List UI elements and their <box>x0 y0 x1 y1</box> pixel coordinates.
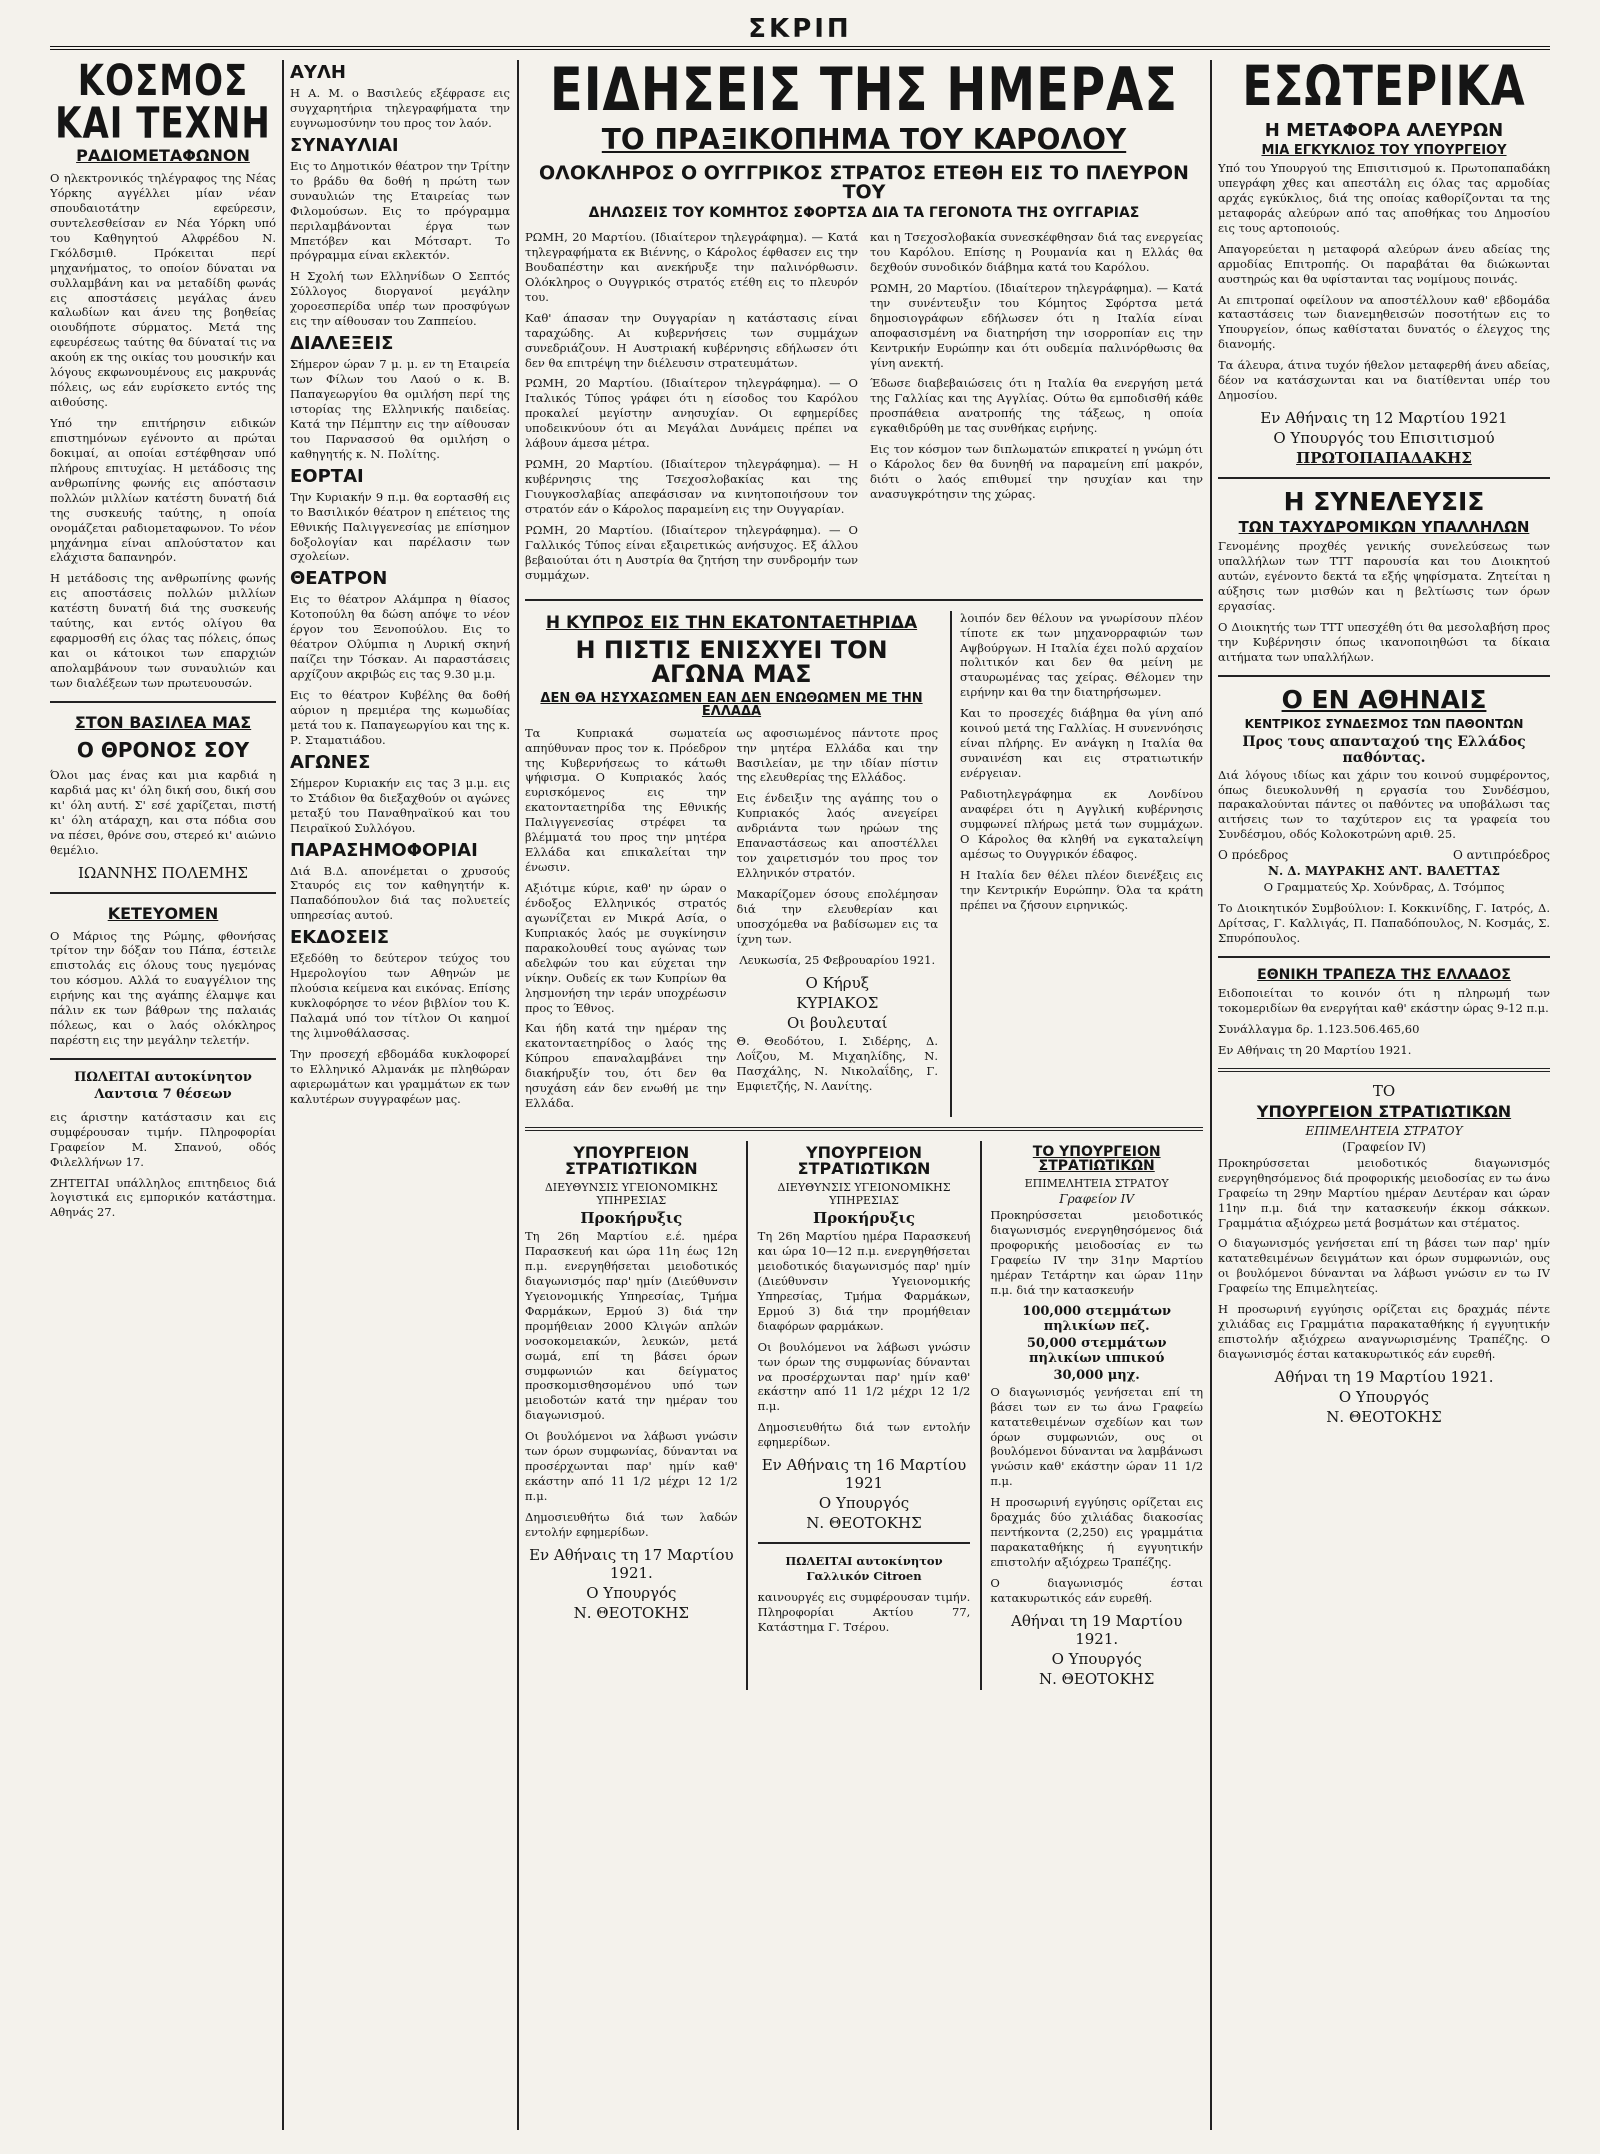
athens-to: Προς τους απανταχού της Ελλάδος παθόντας. <box>1242 733 1526 766</box>
feasts-text: Την Κυριακήν 9 π.μ. θα εορτασθή εις το Βασιλικόν θέατρον η επέτειος της Εθνικής Παλιγγενεσίας με επίσημον δοξολογίαν και παρέλασιν των σχολείων. <box>290 489 510 564</box>
section-title-domestic: ΕΣΩΤΕΡΙΚΑ <box>1242 60 1526 119</box>
king-signature: ΙΩΑΝΝΗΣ ΠΟΛΕΜΗΣ <box>77 863 249 882</box>
notice-4-title: ΥΠΟΥΡΓΕΙΟΝ ΣΤΡΑΤΙΩΤΙΚΩΝ <box>1256 1101 1512 1121</box>
radio-text-2: Υπό την επιτήρησιν ειδικών επιστημόνων εγένοντο αι πρώται δοκιμαί, αι οποίαι εστέφθησαν υπό πλήρους επιτυχίας. Η μετάδοσις της ανθρωπίνης φωνής εις απόστασιν πολλών μιλλίων κατέστη δυνατή διά της συσκευής ταύτης, η οποία ονομάζεται ραδιομεταφωνον. Το νέον μηχάνημα είναι απλούστατον και ελάχιστα δαπανηρόν. <box>50 416 276 565</box>
radio-heading: ΡΑΔΙΟΜΕΤΑΦΩΝΟΝ <box>76 146 250 165</box>
notice-4-text-2: Ο διαγωνισμός γενήσεται επί τη βάσει των παρ' ημίν κατατεθειμένων δειγμάτων και όρων συμφωνιών, ους οι βουλόμενοι δύνανται να λάβωσι γνώσιν εν τω IV Γραφείω της Επιμελητείας. <box>1218 1236 1550 1296</box>
notice-3-office: Γραφείον IV <box>1059 1192 1135 1207</box>
athens-board: Το Διοικητικόν Συμβούλιον: Ι. Κοκκινίδης, Γ. Ιατρός, Δ. Δρίτσας, Γ. Καλλιγάς, Π. Παπαδόπουλος, Ν. Κοσμάς, Σ. Σπυρόπουλος. <box>1218 901 1550 946</box>
headline-sub-1: ΟΛΟΚΛΗΡΟΣ Ο ΟΥΓΓΡΙΚΟΣ ΣΤΡΑΤΟΣ ΕΤΕΘΗ ΕΙΣ ΤΟ ΠΛΕΥΡΟΝ ΤΟΥ <box>539 162 1189 203</box>
notice-3-title: ΤΟ ΥΠΟΥΡΓΕΙΟΝ ΣΤΡΑΤΙΩΤΙΚΩΝ <box>1032 1144 1161 1175</box>
section-title-kosmos: ΚΟΣΜΟΣ ΚΑΙ ΤΕΧΝΗ <box>55 60 271 149</box>
cyprus-columns <box>525 726 938 1117</box>
story-m: Η Ιταλία δεν θέλει πλέον διενέξεις εις την Κεντρικήν Ευρώπην. Όλα τα κράτη πρέπει να ζήσουν ειρηνικώς. <box>960 867 1203 912</box>
flour-subheading: ΜΙΑ ΕΓΚΥΚΛΙΟΣ ΤΟΥ ΥΠΟΥΡΓΕΙΟΥ <box>1261 143 1507 158</box>
flour-text-4: Τα άλευρα, άτινα τυχόν ήθελον μεταφερθή άνευ αδείας, δέον να κατάσχωνται και να διατίθενται υπέρ του Δημοσίου. <box>1218 358 1550 403</box>
flour-text: Υπό του Υπουργού της Επισιτισμού κ. Πρωτοπαπαδάκη υπεγράφη χθες και απεστάλη εις όλας τας αρμοδίας αρχάς εγκύκλιος, διά της οποίας καθορίζονται τα της μεταφοράς αλεύρων από τας αποθήκας του Δημοσίου εις τους αρτοποιούς. <box>1218 161 1550 235</box>
notice-1-kind: Προκήρυξις <box>580 1209 683 1228</box>
notice-3-date: Αθήναι τη 19 Μαρτίου 1921. <box>1011 1611 1183 1648</box>
column-rule <box>517 60 519 2130</box>
athens-secretary: Ο Γραμματεύς Χρ. Χούνδρας, Δ. Τσόμπος <box>1263 880 1505 895</box>
headline-sub-2: ΔΗΛΩΣΕΙΣ ΤΟΥ ΚΟΜΗΤΟΣ ΣΦΟΡΤΣΑ ΔΙΑ ΤΑ ΓΕΓΟΝΟΤΑ ΤΗΣ ΟΥΓΓΑΡΙΑΣ <box>588 205 1140 221</box>
flour-text-2: Απαγορεύεται η μεταφορά αλεύρων άνευ αδείας της αρμοδίας Επιτροπής. Οι παραβάται θα διώκωνται αυστηρώς και θα υφίστανται τας νομίμους ποινάς. <box>1218 241 1550 286</box>
notice-1-date: Εν Αθήναις τη 17 Μαρτίου 1921. <box>529 1545 734 1582</box>
cyprus-heading-2: Η ΠΙΣΤΙΣ ΕΝΙΣΧΥΕΙ ΤΟΝ ΑΓΩΝΑ ΜΑΣ <box>575 635 888 688</box>
column-rule <box>282 60 284 2130</box>
notice-2-kind: Προκήρυξις <box>813 1209 915 1228</box>
notice-2-text: Τη 26η Μαρτίου ημέρα Παρασκευή και ώρα 10—12 π.μ. ενεργηθήσεται μειοδοτικός διαγωνισμός παρ' ημίν (Διεύθυνσιν Υγειονομικής Υπηρεσίας, Τμήμα Φαρμάκων, Ερμού 3) διά την προμήθειαν διαφόρων φαρμάκων. <box>757 1229 971 1333</box>
story-j: λοιπόν δεν θέλουν να γνωρίσουν πλέον τίποτε εκ των μηχανορραφιών των Αψβούργων. Η Ιταλία έχει πολύ αρχαίον πολιτικόν και δεν θα μείνη με σταυρωμένας τας χείρας. Θέλομεν την ειρήνην και θα την διατηρήσωμεν. <box>960 610 1203 700</box>
section-title-news: ΕΙΔΗΣΕΙΣ ΤΗΣ ΗΜΕΡΑΣ <box>549 60 1179 125</box>
athens-text: Διά λόγους ιδίως και χάριν του κοινού συμφέροντος, όπως διευκολυνθή η εργασία του Συνδέσμου, παρακαλούνται πάντες οι παθόντες να υποβάλωσι τας αιτήσεις των το ταχύτερον εις τα γραφεία του Συνδέσμου, οδός Κολοκοτρώνη αριθ. 25. <box>1218 767 1550 842</box>
ad-citroen-text: καινουργές εις συμφέρουσαν τιμήν. Πληροφορίαι Ακτίου 77, Κατάστημα Γ. Τσέρου. <box>757 1590 971 1634</box>
notice-3-qty-3: 30,000 μηχ. <box>1053 1367 1140 1383</box>
cyprus-date: Λευκωσία, 25 Φεβρουαρίου 1921. <box>739 952 936 967</box>
ketev-heading: ΚΕΤΕΥΟΜΕΝ <box>107 903 219 923</box>
notice-4-office: (Γραφείον IV) <box>1342 1139 1426 1154</box>
athens-subtitle: ΚΕΝΤΡΙΚΟΣ ΣΥΝΔΕΣΜΟΣ ΤΩΝ ΠΑΘΟΝΤΩΝ <box>1244 716 1524 731</box>
story-i: Εις τον κόσμον των διπλωματών επικρατεί η γνώμη ότι ο Κάρολος δεν θα δυνηθή να παραμείνη επί μακρόν, διότι ο λαός επιθυμεί την ησυχίαν και την ανασυγκρότησιν της χώρας. <box>870 442 1203 501</box>
divider <box>1218 477 1550 479</box>
king-subheading: Ο ΘΡΟΝΟΣ ΣΟΥ <box>76 737 250 762</box>
meeting-text: Γενομένης προχθές γενικής συνελεύσεως των υπαλλήλων των ΤΤΤ παρουσία και του Διοικητού αυτών, εγένοντο δεκτά τα εξής ψηφίσματα. Ζητείται η αύξησις των μισθών και η βελτίωσις των όρων εργασίας. <box>1218 539 1550 613</box>
notice-3-text-4: Ο διαγωνισμός έσται κατακυρωτικός εάν ευρεθή. <box>990 1575 1203 1605</box>
bank-amount: Συνάλλαγμα δρ. 1.123.506.465,60 <box>1218 1021 1420 1036</box>
concerts-text-2: Η Σχολή των Ελληνίδων Ο Σεπτός Σύλλογος διοργανοί μεγάλην χοροεσπερίδα υπέρ των προσφύγων εις την αίθουσαν του Ζαππείου. <box>290 269 510 329</box>
notice-1-text-3: Δημοσιευθήτω διά των λαδών εντολήν εφημερίδων. <box>525 1509 738 1539</box>
bank-title: ΕΘΝΙΚΗ ΤΡΑΠΕΖΑ ΤΗΣ ΕΛΛΑΔΟΣ <box>1257 967 1511 983</box>
athens-signers <box>1218 848 1550 862</box>
notice-2-sub: ΔΙΕΥΘΥΝΣΙΣ ΥΓΕΙΟΝΟΜΙΚΗΣ ΥΠΗΡΕΣΙΑΣ <box>777 1181 951 1208</box>
decorations-text: Διά Β.Δ. απονέμεται ο χρυσούς Σταυρός εις τον καθηγητήν κ. Παπαδόπουλον διά τας πολυετείς υπηρεσίας αυτού. <box>290 863 510 923</box>
divider <box>758 1542 971 1544</box>
ad-citroen-title: ΠΩΛΕΙΤΑΙ αυτοκίνητον Γαλλικόν Citroen <box>785 1554 943 1584</box>
cyprus-and-ads-row <box>525 611 1203 1117</box>
notice-health-1 <box>525 1141 748 1690</box>
flour-date: Εν Αθήναις τη 12 Μαρτίου 1921 <box>1260 409 1508 428</box>
masthead-title: ΣΚΡΙΠ <box>748 14 852 44</box>
athens-names: Ν. Δ. ΜΑΥΡΑΚΗΣ ΑΝΤ. ΒΑΛΕΤΤΑΣ <box>1267 864 1501 879</box>
cyprus-article <box>525 611 938 1117</box>
flour-sig: Ο Υπουργός του Επισιτισμού <box>1273 429 1495 448</box>
notice-3-text-2: Ο διαγωνισμός γενήσεται επί τη βάσει των εν τω άνω Γραφείω κατατεθειμένων σχεδίων και των όρων συμφωνιών, ους οι βουλόμενοι δύνανται να λαμβάνωσι γνώσιν καθ' εκάστην ώραν 11 1/2 π.μ. <box>990 1384 1203 1489</box>
story-k: Και το προσεχές διάβημα θα γίνη από κοινού μετά της Γαλλίας. Η συνεννόησις είναι πλήρης. Εν ανάγκη η Ιταλία θα συναινέση και εις στρατιωτικήν ενέργειαν. <box>960 706 1203 780</box>
flour-heading: Η ΜΕΤΑΦΟΡΑ ΑΛΕΥΡΩΝ <box>1264 120 1504 141</box>
ad-car-text: εις άριστην κατάστασιν και εις συμφέρουσαν τιμήν. Πληροφορίαι Γραφείον Μ. Σπανού, οδός Φιλελλήνων 17. <box>50 1109 276 1169</box>
radio-text: Ο ηλεκτρονικός τηλέγραφος της Νέας Υόρκης αγγέλλει μίαν νέαν σπουδαιοτάτην εφεύρεσιν, συντελεσθείσαν εν Νέα Υόρκη υπό του Καθηγητού Αλφρέδου Ν. Γκόλδσμιθ. Πρόκειται περί μηχανήματος, το οποίον δύναται να συλλαμβάνη και να μεταδίδη φωνάς εις αποστάσεις μεγάλας άνευ καλωδίων και άνευ της βοηθείας οιουδήποτε σύρματος. Μετά της εφευρέσεως ταύτης θα δύναταί τις να ακούη εκ της οικίας του μουσικήν και λόγους εκφωνουμένους εις μακρυνάς πόλεις, ως εάν ευρίσκετο εντός της αιθούσης. <box>50 171 276 410</box>
divider <box>525 599 1203 601</box>
story-d: ΡΩΜΗ, 20 Μαρτίου. (Ιδιαίτερον τηλεγράφημα). — Η κυβέρνησις της Τσεχοσλοβακίας και της Γιουγκοσλαβίας απεφάσισαν να κινητοποιήσουν τον στρατόν εάν ο Κάρολος παραμείνη εις την Ουγγαρίαν. <box>525 457 858 516</box>
radio-text-3: Η μετάδοσις της ανθρωπίνης φωνής εις αποστάσεις πολλών μιλλίων κατέστη δυνατή διά της συσκευής ταύτης, και εντός ολίγου θα εφαρμοσθή εις όλας τας πόλεις, όπως και οι κάτοικοι των επαρχιών απολαμβάνουν των συναυλιών και των διαλέξεων των πρωτευουσών. <box>50 571 276 690</box>
cyprus-text-6: Μακαρίζομεν όσους επολέμησαν διά την ελευθερίαν και υποσχόμεθα να βαδίσωμεν εις τα ίχνη των. <box>736 887 939 946</box>
notice-3-text-3: Η προσωρινή εγγύησις ορίζεται εις δραχμάς δύο χιλιάδας διακοσίας πεντήκοντα (2,250) εις γραμμάτια παρακαταθήκης ή εγγυητικήν επιστολήν αξιόχρεω Τραπέζης. <box>990 1495 1203 1569</box>
cyprus-text-2: Αξιότιμε κύριε, καθ' ην ώραν ο ένδοξος Ελληνικός στρατός αγωνίζεται εν Μικρά Ασία, ο Κυπριακός λαός με συγκίνησιν παρακολουθεί τους αγώνας των αδελφών του και εύχεται την νίκην. Ουδείς εκ των Κυπρίων θα λησμονήση την ιεράν υποχρέωσιν προς το Έθνος. <box>525 881 727 1015</box>
notice-4-date: Αθήναι τη 19 Μαρτίου 1921. <box>1274 1367 1494 1386</box>
games-heading: ΑΓΩΝΕΣ <box>290 751 371 773</box>
athens-title: Ο ΕΝ ΑΘΗΝΑΙΣ <box>1281 684 1487 714</box>
ministry-notices <box>525 1141 1203 1690</box>
lectures-text: Σήμερον ώραν 7 μ. μ. εν τη Εταιρεία των Φίλων του Λαού ο κ. Β. Παπαγεωργίου θα ομιλήση περί της ιστορίας της Ελληνικής παιδείας. Κατά την Πέμπτην εις την αίθουσαν του Παρνασσού θα ομιλήση ο καθηγητής κ. Ν. Πολίτης. <box>290 357 510 461</box>
story-a: ΡΩΜΗ, 20 Μαρτίου. (Ιδιαίτερον τηλεγράφημα). — Κατά τηλεγραφήματα εκ Βιέννης, ο Κάρολος έφθασεν εις την Βουδαπέστην και ανεκήρυξε την παλινόρθωσιν. Ολόκληρος ο Ουγγρικός στρατός ετέθη εις το πλευρόν του. <box>525 230 858 304</box>
games-text: Σήμερον Κυριακήν εις τας 3 μ.μ. εις το Στάδιον θα διεξαχθούν οι αγώνες μεταξύ του Παναθηναϊκού και του Πειραϊκού Συλλόγου. <box>290 775 510 835</box>
story-f: και η Τσεχοσλοβακία συνεσκέφθησαν διά τας ενεργείας του Καρόλου. Επίσης η Ρουμανία και η Ελλάς θα δεχθούν συνοδικόν διάβημα κατά του Καρόλου. <box>870 230 1203 274</box>
cyprus-text-5: Εις ένδειξιν της αγάπης του ο Κυπριακός λαός ανεγείρει ανδριάντα των ηρώων της Επαναστάσεως και αποστέλλει τον χαιρετισμόν του προς τον Ελληνικόν στρατόν. <box>736 791 939 881</box>
notice-4-text-3: Η προσωρινή εγγύησις ορίζεται εις δραχμάς πέντε χιλιάδας εις Γραμμάτια παρακαταθήκης ή εγγυητικήν επιστολήν αξιόχρεω αναγνωρισμένης Τραπέζης. Ο διαγωνισμός έσται κατακυρωτικός εάν ευρεθή. <box>1218 1302 1550 1361</box>
notice-2-sig: Ο Υπουργός <box>818 1494 910 1513</box>
cyprus-text-3: Και ήδη κατά την ημέραν της εκατονταετηρίδος ο λαός της Κύπρου επαναλαμβάνει την διακήρυξίν του, ότι δεν θα ησυχάση εάν δεν ενωθή με την Ελλάδα. <box>525 1021 727 1111</box>
news-col-1 <box>525 230 858 589</box>
theatre-text-2: Εις το θέατρον Κυβέλης θα δοθή αύριον η πρεμιέρα της κωμωδίας μετά του κ. Παπαγεωργίου και της κ. Ρ. Σταματιάδου. <box>290 688 510 747</box>
notice-2-name: Ν. ΘΕΟΤΟΚΗΣ <box>806 1514 922 1533</box>
athens-sig-1: Ο πρόεδρος <box>1218 848 1289 863</box>
notice-3-qty-2: 50,000 στεμμάτων πηλικίων ιππικού <box>1026 1335 1167 1366</box>
column-news-briefs <box>290 60 510 2140</box>
publications-text: Εξεδόθη το δεύτερον τεύχος του Ημερολογίου των Αθηνών με πλούσια κείμενα και εικόνας. Επίσης κυκλοφόρησε το νέον βιβλίον του Κ. Παλαμά υπό τον τίτλον Οι καημοί της λιμνοθάλασσας. <box>290 951 510 1040</box>
publications-text-2: Την προσεχή εβδομάδα κυκλοφορεί το Ελληνικό Αλμανάκ με πληθώραν αφιερωμάτων και γραμμάτων εκ των καλυτέρων συγγραφέων μας. <box>290 1046 510 1106</box>
notice-2-title: ΥΠΟΥΡΓΕΙΟΝ ΣΤΡΑΤΙΩΤΙΚΩΝ <box>797 1143 931 1179</box>
publications-heading: ΕΚΔΟΣΕΙΣ <box>290 927 390 949</box>
bank-text: Ειδοποιείται το κοινόν ότι η πληρωμή των τοκομεριδίων θα ενεργήται καθ' εκάστην ώρας 9-12 π.μ. <box>1218 986 1550 1015</box>
theatre-text: Εις το θέατρον Αλάμπρα η θίασος Κοτοπούλη θα δώση απόψε το νέον έργον του Ξενοπούλου. Εις το θέατρον Ολύμπια η Λυρική σκηνή παίζει την Τόσκαν. Αι παραστάσεις αρχίζουν ακριβώς εις τας 9.30 μ.μ. <box>290 592 510 682</box>
story-g: ΡΩΜΗ, 20 Μαρτίου. (Ιδιαίτερον τηλεγράφημα). — Κατά την συνέντευξιν του Κόμητος Σφόρτσα μετά δημοσιογράφων εδήλωσεν ότι η Ιταλία είναι αποφασισμένη να διατηρήση την ισορροπίαν εις την Κεντρικήν Ευρώπην και ότι ουδεμία παλινόρθωσις θα γίνη ανεκτή. <box>870 280 1203 370</box>
court-text: Η Α. Μ. ο Βασιλεύς εξέφρασε εις συγχαρητήρια τηλεγραφήματα την ευγνωμοσύνην του προς τον λαόν. <box>290 86 510 130</box>
divider <box>50 892 276 894</box>
story-e: ΡΩΜΗ, 20 Μαρτίου. (Ιδιαίτερον τηλεγράφημα). — Ο Γαλλικός Τύπος είναι εξαιρετικώς ανήσυχος. Εξ άλλου βεβαιούται ότι η Αυστρία θα ζητήση την συνδρομήν των συμμάχων. <box>525 522 858 582</box>
cyprus-signature-name: ΚΥΡΙΑΚΟΣ <box>796 993 879 1012</box>
feasts-heading: ΕΟΡΤΑΙ <box>290 465 364 487</box>
divider <box>1218 956 1550 958</box>
notice-3-text: Προκηρύσσεται μειοδοτικός διαγωνισμός ενεργηθησόμενος διά προφορικής μειοδοσίας εν τω Γραφείω IV την 31ην Μαρτίου ημέραν Τετάρτην και ώραν 11ην π.μ. διά την κατασκευήν <box>990 1208 1203 1297</box>
notice-1-title: ΥΠΟΥΡΓΕΙΟΝ ΣΤΡΑΤΙΩΤΙΚΩΝ <box>564 1143 698 1179</box>
meeting-title: Η ΣΥΝΕΛΕΥΣΙΣ <box>1283 487 1485 517</box>
news-col-2 <box>870 230 1203 589</box>
cyprus-signature-title: Ο Κήρυξ <box>805 973 869 992</box>
notice-3-name: Ν. ΘΕΟΤΟΚΗΣ <box>1038 1669 1155 1688</box>
cyprus-heading-3: ΔΕΝ ΘΑ ΗΣΥΧΑΣΩΜΕΝ ΕΑΝ ΔΕΝ ΕΝΩΘΩΜΕΝ ΜΕ ΤΗΝ ΕΛΛΑΔΑ <box>540 690 923 719</box>
story-b: Καθ' άπασαν την Ουγγαρίαν η κατάστασις είναι ταραχώδης. Αι κυβερνήσεις των συμμάχων συνεδριάζουν. Η Αυστριακή κυβέρνησις εδήλωσεν ότι δεν θα επιτρέψη την διέλευσιν στρατευμάτων. <box>525 310 858 370</box>
divider <box>50 701 276 703</box>
notice-3-sub: ΕΠΙΜΕΛΗΤΕΙΑ ΣΤΡΑΤΟΥ <box>1024 1177 1169 1191</box>
notice-1-name: Ν. ΘΕΟΤΟΚΗΣ <box>573 1603 690 1622</box>
notice-2-date: Εν Αθήναις τη 16 Μαρτίου 1921 <box>761 1456 967 1493</box>
meeting-text-2: Ο Διοικητής των ΤΤΤ υπεσχέθη ότι θα μεσολαβήση προς την Κυβέρνησιν όπως ικανοποιηθώσι τα δίκαια αιτήματα των υπαλλήλων. <box>1218 619 1550 664</box>
notice-1-text: Τη 26η Μαρτίου ε.έ. ημέρα Παρασκευή και ώρα 11η έως 12η π.μ. ενεργηθήσεται μειοδοτικός διαγωνισμός παρ' ημίν (Διεύθυνσιν Υγειονομικής Υπηρεσίας, Τμήμα Φαρμάκων, Ερμού 3) διά την προμήθειαν 2000 Κλιγών απλών νοσοκομειακών, λευκών, μετά σωμά, επί τη βάσει όρων συμφωνιών και δείγματος προσκομισθησομένου υπό των μειοδοτών κατά την ημέραν του διαγωνισμού. <box>525 1229 738 1423</box>
cyprus-col-1 <box>525 726 727 1117</box>
notice-4-sig: Ο Υπουργός <box>1338 1387 1430 1406</box>
cyprus-heading-1: Η ΚΥΠΡΟΣ ΕΙΣ ΤΗΝ ΕΚΑΤΟΝΤΑΕΤΗΡΙΔΑ <box>545 612 918 633</box>
notice-1-text-2: Οι βουλόμενοι να λάβωσι γνώσιν των όρων συμφωνίας, δύνανται να προσέρχωνται παρ' ημίν καθ' εκάστην από 11 1/2 μέχρι 12 1/2 π.μ. <box>525 1429 738 1503</box>
notice-1-sig: Ο Υπουργός <box>586 1583 677 1602</box>
cyprus-text-4: ως αφοσιωμένος πάντοτε προς την μητέρα Ελλάδα και την Βασιλείαν, με την ιδίαν πίστιν της ελευθερίας της Ελλάδος. <box>736 725 939 785</box>
concerts-heading: ΣΥΝΑΥΛΙΑΙ <box>290 134 399 156</box>
divider <box>50 1058 276 1060</box>
column-kosmos <box>50 60 276 2140</box>
cyprus-signature-deputies: Οι βουλευταί <box>787 1013 888 1032</box>
ad-car-title: ΠΩΛΕΙΤΑΙ αυτοκίνητον Λαντσια 7 θέσεων <box>74 1070 252 1102</box>
notice-3-qty-1: 100,000 στεμμάτων πηλικίων πεζ. <box>1022 1303 1172 1334</box>
story-l: Ραδιοτηλεγράφημα εκ Λονδίνου αναφέρει ότι η Αγγλική κυβέρνησις συμφωνεί πλήρως μετά των συμμάχων. Ο Κάρολος θα κληθή να εγκαταλείψη αμέσως το Ουγγρικόν έδαφος. <box>960 786 1203 861</box>
masthead <box>50 14 1550 50</box>
flour-name: ΠΡΩΤΟΠΑΠΑΔΑΚΗΣ <box>1296 449 1472 468</box>
right-news-col <box>950 611 1203 1117</box>
headline-coup: ΤΟ ΠΡΑΞΙΚΟΠΗΜΑ ΤΟΥ ΚΑΡΟΛΟΥ <box>601 123 1127 156</box>
story-c: ΡΩΜΗ, 20 Μαρτίου. (Ιδιαίτερον τηλεγράφημα). — Ο Ιταλικός Τύπος γράφει ότι η είσοδος του Καρόλου προκαλεί μεγίστην ανησυχίαν. Οι εφημερίδες υποδεικνύουν ότι αι Μεγάλαι Δυνάμεις πρέπει να λάβουν άμεσα μέτρα. <box>525 376 858 451</box>
flour-text-3: Αι επιτροπαί οφείλουν να αποστέλλουν καθ' εβδομάδα καταστάσεις των διανεμηθεισών ποσοτήτων εις το Υπουργείον, όπως καθίσταται δυνατός ο έλεγχος της διανομής. <box>1218 292 1550 352</box>
column-center-news <box>525 60 1203 2140</box>
notice-2-text-3: Δημοσιευθήτω διά των εντολήν εφημερίδων. <box>757 1420 971 1450</box>
ketev-text: Ο Μάριος της Ρώμης, φθονήσας τρίτον την δόξαν του Πάπα, έστειλε επιστολάς εις όλους τους ηγεμόνας του κόσμου. Αλλά το ευαγγέλιον της ειρήνης και της αγάπης έλαμψε και πάλιν εκ των βάθρων της παλαιάς πόλεως, και ο λαός ολόκληρος παρέστη εις την μεγάλην τελετήν. <box>50 928 276 1048</box>
notice-1-sub: ΔΙΕΥΘΥΝΣΙΣ ΥΓΕΙΟΝΟΜΙΚΗΣ ΥΠΗΡΕΣΙΑΣ <box>544 1181 718 1208</box>
decorations-heading: ΠΑΡΑΣΗΜΟΦΟΡΙΑΙ <box>290 839 478 861</box>
notice-2-text-2: Οι βουλόμενοι να λάβωσι γνώσιν των όρων της συμφωνίας δύνανται να προσέρχωνται παρ' ημίν καθ' εκάστην από 11 1/2 μέχρι 12 1/2 π.μ. <box>757 1339 971 1414</box>
bank-date: Εν Αθήναις τη 20 Μαρτίου 1921. <box>1218 1042 1412 1057</box>
notice-army-1 <box>980 1141 1203 1690</box>
column-rule <box>1210 60 1212 2130</box>
news-columns <box>525 230 1203 589</box>
concerts-text: Εις το Δημοτικόν θέατρον την Τρίτην το βράδυ θα δοθή η πρώτη των συναυλιών της Εταιρείας των Φιλομούσων. Εις το πρόγραμμα περιλαμβάνονται έργα των Μπετόβεν και Μότσαρτ. Το πρόγραμμα είναι εκλεκτόν. <box>290 158 510 263</box>
notice-4-sub: ΕΠΙΜΕΛΗΤΕΙΑ ΣΤΡΑΤΟΥ <box>1305 1123 1463 1138</box>
athens-sig-2: Ο αντιπρόεδρος <box>1452 848 1550 863</box>
cyprus-deputies-names: Θ. Θεοδότου, Ι. Σιδέρης, Δ. Λοΐζου, Μ. Μιχαηλίδης, Ν. Πασχάλης, Ν. Νικολαΐδης, Γ. Εμφιετζής, Ν. Λανίτης. <box>736 1033 939 1093</box>
theatre-heading: ΘΕΑΤΡΟΝ <box>290 568 388 590</box>
divider <box>1218 675 1550 677</box>
lectures-heading: ΔΙΑΛΕΞΕΙΣ <box>290 333 394 355</box>
king-poem: Όλοι μας ένας και μια καρδιά η καρδιά μας κι' όλη δική σου, δική σου κι' όλη αυτή. Σ' εσέ χαρίζεται, πιστή κι' όλη ατάραχη, και στα πόδια σου να πέσει, θρόνε σου, στερεό κι' αιώνιο θεμέλιο. <box>50 767 276 857</box>
cyprus-col-2 <box>737 726 939 1117</box>
divider <box>1218 1068 1550 1072</box>
ad-job-text: ΖΗΤΕΙΤΑΙ υπάλληλος επιτηδειος διά λογιστικά εις εμπορικόν κατάστημα. Αθηνάς 27. <box>50 1175 276 1220</box>
notice-3-sig: Ο Υπουργός <box>1051 1649 1142 1668</box>
king-heading: ΣΤΟΝ ΒΑΣΙΛΕΑ ΜΑΣ <box>74 712 252 732</box>
notice-4-to: ΤΟ <box>1372 1081 1396 1100</box>
divider <box>525 1127 1203 1131</box>
court-heading: ΑΥΛΗ <box>290 62 346 83</box>
meeting-subtitle: ΤΩΝ ΤΑΧΥΔΡΟΜΙΚΩΝ ΥΠΑΛΛΗΛΩΝ <box>1238 518 1530 537</box>
notice-health-2 <box>758 1141 971 1690</box>
column-domestic <box>1218 60 1550 2140</box>
notice-4-text: Προκηρύσσεται μειοδοτικός διαγωνισμός ενεργηθησόμενος διά προφορικής μειοδοσίας εν τω άνω Γραφείω τη 29ην Μαρτίου ημέραν Δευτέραν και ώραν 11ην π.μ. διά την κατασκευήν έκκομ σάκκων. Γραμμάτια αξιόχρεω μετά βοσμάτων και στέματος. <box>1218 1155 1550 1230</box>
notice-4-name: Ν. ΘΕΟΤΟΚΗΣ <box>1326 1407 1442 1426</box>
cyprus-text: Τα Κυπριακά σωματεία απηύθυναν προς τον κ. Πρόεδρον της Κυβερνήσεως το κάτωθι ψήφισμα. Ο Κυπριακός λαός ευρισκόμενος εις την εκατονταετηρίδα της Εθνικής Παλιγγενεσίας στρέφει τα βλέμματά του προς την μητέρα Ελλάδα και επικαλείται την ένωσιν. <box>525 725 727 875</box>
story-h: Έδωσε διαβεβαιώσεις ότι η Ιταλία θα ενεργήση μετά της Γαλλίας και της Αγγλίας. Ούτω θα εμποδισθή κάθε προσπάθεια ανατροπής της τάξεως, η οποία εγκαθιδρύθη με τας συνθήκας ειρήνης. <box>870 376 1203 436</box>
